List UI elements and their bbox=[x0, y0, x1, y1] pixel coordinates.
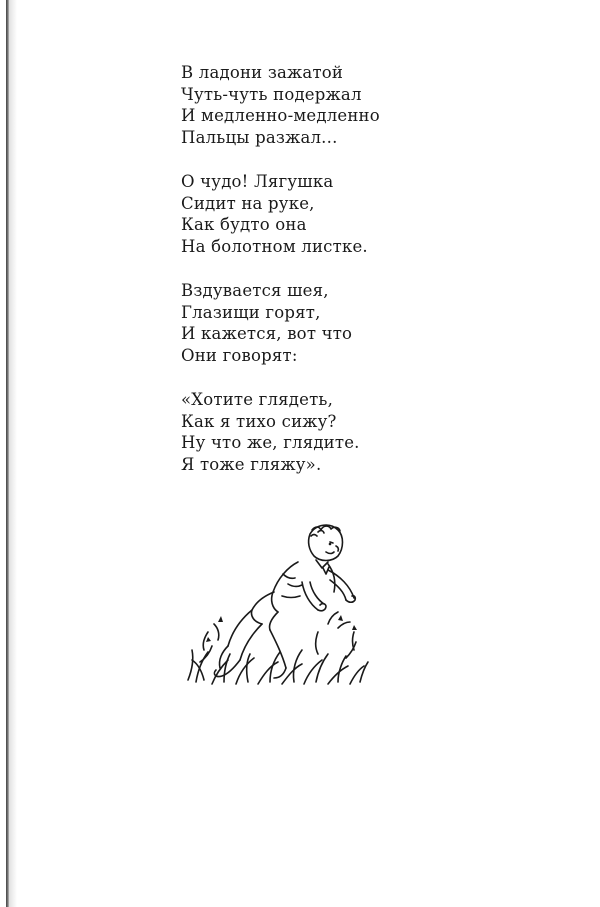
boy-crawling-icon bbox=[178, 512, 373, 692]
poem-line: Как я тихо сижу? bbox=[181, 411, 337, 431]
poem-line: О чудо! Лягушка bbox=[181, 172, 334, 191]
stanza-1 bbox=[181, 62, 441, 148]
stanza-3 bbox=[181, 280, 441, 366]
poem-line: Как будто она bbox=[181, 215, 307, 234]
poem-line: Они говорят: bbox=[181, 345, 298, 365]
poem bbox=[181, 62, 441, 498]
poem-line: «Хотите глядеть, bbox=[181, 390, 334, 409]
poem-line: И медленно-медленно bbox=[181, 106, 380, 125]
poem-line: На болотном листке. bbox=[181, 236, 368, 256]
poem-line: Вздувается шея, bbox=[181, 281, 329, 300]
stanza-2 bbox=[181, 171, 441, 257]
poem-line: Я тоже гляжу». bbox=[181, 454, 322, 474]
poem-line: Чуть-чуть подержал bbox=[181, 84, 362, 104]
poem-line: Глазищи горят, bbox=[181, 302, 321, 322]
stanza-4 bbox=[181, 389, 441, 475]
boy-crawling-in-grass-drawing bbox=[178, 512, 373, 692]
poem-line: В ладони зажатой bbox=[181, 63, 344, 82]
poem-line: Пальцы разжал... bbox=[181, 127, 338, 147]
poem-line: Сидит на руке, bbox=[181, 193, 315, 213]
poem-line: И кажется, вот что bbox=[181, 324, 353, 343]
page-spine-shadow bbox=[9, 0, 17, 907]
poem-line: Ну что же, глядите. bbox=[181, 433, 360, 452]
